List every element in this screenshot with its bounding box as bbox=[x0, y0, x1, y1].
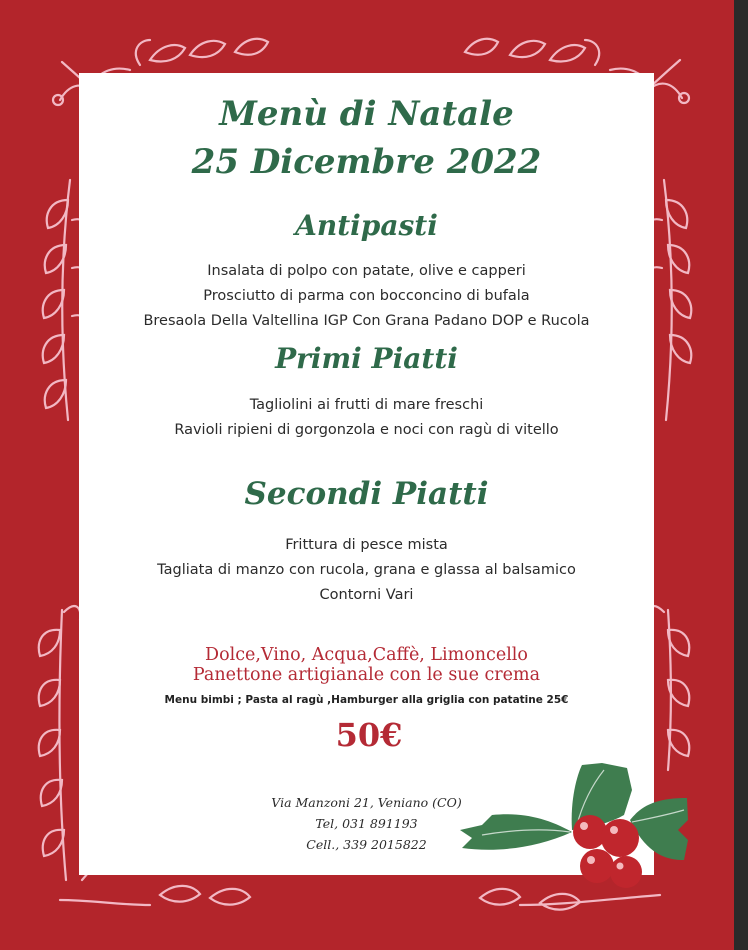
extras-line: Panettone artigianale con le sue crema bbox=[192, 665, 541, 685]
window-edge bbox=[734, 0, 748, 950]
list-item: Frittura di pesce mista bbox=[285, 537, 448, 553]
list-item: Tagliolini ai frutti di mare freschi bbox=[249, 397, 484, 413]
holly-berries bbox=[573, 815, 642, 888]
menu-title-block bbox=[79, 90, 654, 186]
cellphone: Cell., 339 2015822 bbox=[306, 837, 427, 852]
section-heading: Secondi Piatti bbox=[244, 476, 489, 512]
telephone: Tel, 031 891193 bbox=[315, 816, 418, 831]
list-item: Insalata di polpo con patate, olive e capperi bbox=[207, 263, 526, 279]
section-antipasti bbox=[79, 205, 654, 247]
list-item: Ravioli ripieni di gorgonzola e noci con ragù di vitello bbox=[174, 422, 559, 438]
list-item: Contorni Vari bbox=[319, 587, 414, 603]
menu-date: 25 Dicembre 2022 bbox=[191, 142, 542, 182]
address: Via Manzoni 21, Veniano (CO) bbox=[271, 795, 462, 810]
price: 50€ bbox=[335, 716, 403, 754]
list-item: Tagliata di manzo con rucola, grana e glassa al balsamico bbox=[157, 562, 576, 578]
antipasti-list bbox=[79, 259, 654, 334]
holly-leaves bbox=[460, 763, 688, 860]
kids-menu bbox=[79, 694, 654, 706]
kids-menu-text: Menu bimbi ; Pasta al ragù ,Hamburger alla griglia con patatine 25€ bbox=[164, 694, 569, 706]
extras-line: Dolce,Vino, Acqua,Caffè, Limoncello bbox=[205, 645, 528, 665]
section-secondi bbox=[79, 471, 654, 517]
list-item: Bresaola Della Valtellina IGP Con Grana Padano DOP e Rucola bbox=[143, 313, 590, 329]
price-block bbox=[79, 716, 659, 754]
list-item: Prosciutto di parma con bocconcino di bufala bbox=[203, 288, 530, 304]
extras-block bbox=[79, 645, 654, 685]
section-heading: Antipasti bbox=[295, 209, 438, 242]
menu-title: Menù di Natale bbox=[219, 94, 514, 134]
leaves-top-arch bbox=[136, 39, 599, 65]
section-heading: Primi Piatti bbox=[275, 342, 458, 375]
holly-decoration bbox=[452, 760, 692, 890]
secondi-list bbox=[79, 533, 654, 608]
section-primi bbox=[79, 338, 654, 380]
primi-list bbox=[79, 393, 654, 443]
